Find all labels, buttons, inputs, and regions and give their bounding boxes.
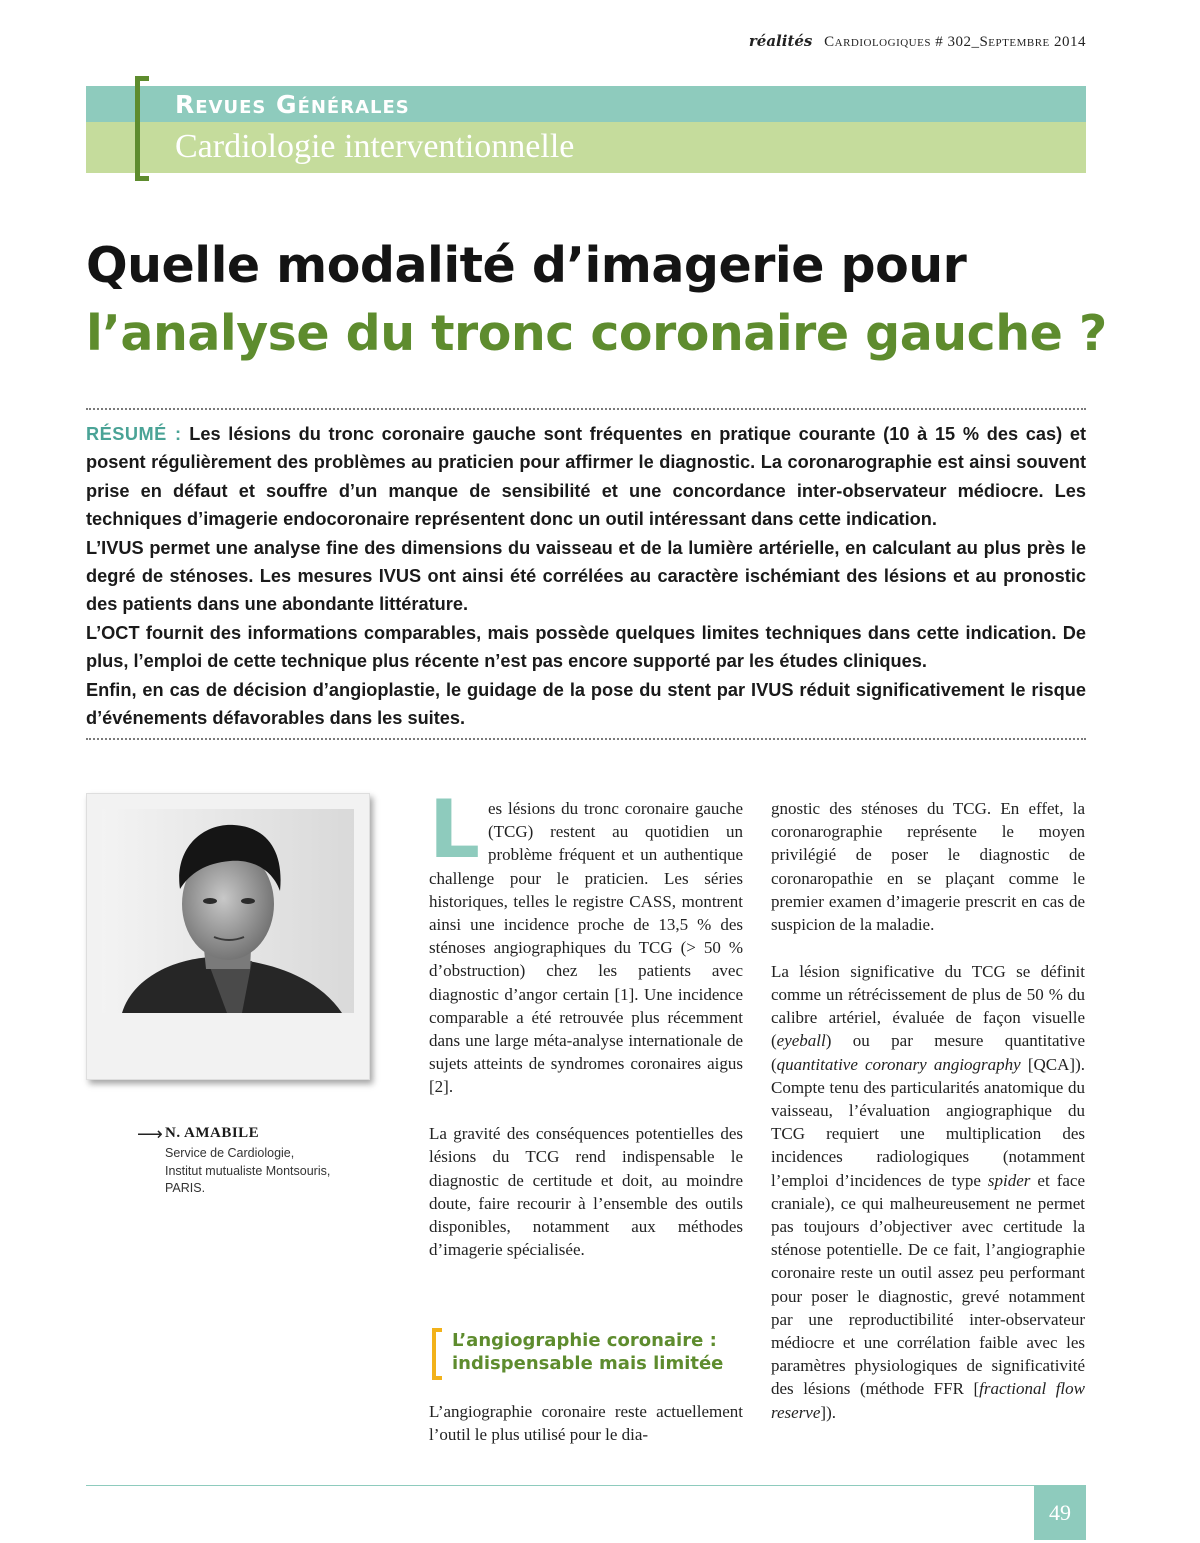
abstract-bottom-rule xyxy=(86,738,1086,740)
author-name: N. AMABILE xyxy=(165,1125,260,1141)
body-text: ) ou par mesure quantitative ( xyxy=(771,1031,1085,1074)
page-number: 49 xyxy=(1034,1486,1086,1540)
abstract-paragraph: L’OCT fournit des informations comparables, mais possède quelques limites techniques dans cette indication. De plus, l’emploi de cette technique plus récente n’est pas encore supporté par les études cliniques. xyxy=(86,622,1086,672)
subheading-line2: indispensable mais limitée xyxy=(452,1353,724,1374)
body-italic-text: quantitative coronary angiography xyxy=(776,1054,1021,1074)
subheading-line1: L’angiographie coronaire : xyxy=(452,1330,717,1351)
article-title-line1: Quelle modalité d’imagerie pour xyxy=(86,237,967,294)
abstract-text: Les lésions du tronc coronaire gauche sont fréquentes en pratique courante (10 à 15 % des cas) et posent régulièrement des problèmes au praticien pour affirmer le diagnostic. La coronarographie est ainsi souvent prise en défaut et souffre d’un manque de sensibilité et une concordance inter-observateur médiocre. Les techniques d’imagerie endocoronaire représentent donc un outil intéressant dans cette indication. xyxy=(86,424,1086,530)
body-italic-text: eyeball xyxy=(776,1031,826,1051)
abstract-label: RÉSUMÉ : xyxy=(86,424,182,444)
abstract-top-rule xyxy=(86,408,1086,410)
journal-issue: Cardiologiques # 302_Septembre 2014 xyxy=(824,34,1086,50)
body-italic-text: spider xyxy=(987,1170,1031,1190)
body-text: et face craniale), ce qui malheureusement ne permet pas toujours d’objectiver avec certitude la sténose potentielle. De ce fait, l’angiographie coronaire reste un outil assez peu performant pour poser le diagnostic, grevé notamment par une reproductibilité inter-observateur médiocre et une corrélation faible avec les paramètres physiologiques de significativité des lésions (méthode FFR [ xyxy=(771,1170,1085,1399)
article-title-line2: l’analyse du tronc coronaire gauche ? xyxy=(86,305,1107,362)
subheading-bracket-icon xyxy=(432,1328,442,1380)
section-title: Revues Générales xyxy=(175,90,410,119)
section-subtitle: Cardiologie interventionnelle xyxy=(175,128,575,165)
author-affiliation xyxy=(165,1145,330,1198)
body-paragraph xyxy=(429,783,743,1099)
author-photo xyxy=(102,809,354,1013)
body-text: [QCA]). Compte tenu des particularités anatomique du vaisseau, l’évaluation angiographique du TCG requiert une multiplication des incidences radiologiques (notamment l’emploi d’incidences de type xyxy=(771,1054,1085,1190)
body-text: es lésions du tronc coronaire gauche (TCG) restent au quotidien un problème fréquent et un authentique challenge pour le praticien. Les séries historiques, telles le registre CASS, montrent ainsi une incidence proche de 13,5 % des sténoses angiographiques du TCG (> 50 % d’obstruction) chez les patients avec diagnostic d’angor certain [1]. Une incidence comparable a été retrouvée plus récemment dans une large méta-analyse internationale de sujets atteints de syndromes coronaires aigus [2]. xyxy=(429,799,743,1097)
body-paragraph: La gravité des conséquences potentielles des lésions du TCG rend indispensable le diagnostic de certitude et doit, au moindre doute, faire recourir à l’ensemble des outils disponibles, notamment aux méthodes d’imagerie spécialisée. xyxy=(429,1124,743,1260)
footer-rule xyxy=(86,1485,1086,1486)
body-paragraph: gnostic des sténoses du TCG. En effet, la coronarographie représente le moyen privilégié de poser le diagnostic de coronaropathie en se plaçant comme le premier examen d’imagerie prescrit en cas de suspicion de la maladie. xyxy=(771,799,1085,935)
subheading xyxy=(452,1329,723,1375)
body-column-1 xyxy=(429,783,743,1261)
body-paragraph xyxy=(771,960,1085,1424)
running-header xyxy=(749,32,1086,51)
body-italic-text: fractional flow reserve xyxy=(771,1379,1085,1422)
abstract-paragraph: Enfin, en cas de décision d’angioplastie, le guidage de la pose du stent par IVUS réduit significativement le risque d’événements défavorables dans les suites. xyxy=(86,679,1086,729)
arrow-right-icon: ⟶ xyxy=(137,1124,163,1145)
abstract-paragraph: L’IVUS permet une analyse fine des dimensions du vaisseau et de la lumière artérielle, en calculant au plus près le degré de sténoses. Les mesures IVUS ont ainsi été corrélées au caractère ischémiant des lésions et au pronostic des patients dans une abondante littérature. xyxy=(86,537,1086,615)
body-paragraph: L’angiographie coronaire reste actuellement l’outil le plus utilisé pour le dia- xyxy=(429,1402,743,1445)
affiliation-line: Institut mutualiste Montsouris, xyxy=(165,1163,331,1178)
body-column-2 xyxy=(771,797,1085,1424)
abstract xyxy=(86,420,1086,732)
affiliation-line: Service de Cardiologie, xyxy=(165,1146,295,1160)
body-text: ]). xyxy=(820,1402,836,1422)
banner-bracket-icon xyxy=(135,76,149,181)
journal-brand: réalités xyxy=(748,32,813,50)
affiliation-line: PARIS. xyxy=(165,1181,206,1195)
abstract-paragraph xyxy=(86,420,1086,534)
body-column-1-continued xyxy=(429,1400,743,1446)
drop-cap: L xyxy=(429,783,480,876)
body-text: La lésion significative du TCG se définit comme un rétrécissement de plus de 50 % du calibre artériel, évaluée de façon visuelle ( xyxy=(771,961,1085,1051)
